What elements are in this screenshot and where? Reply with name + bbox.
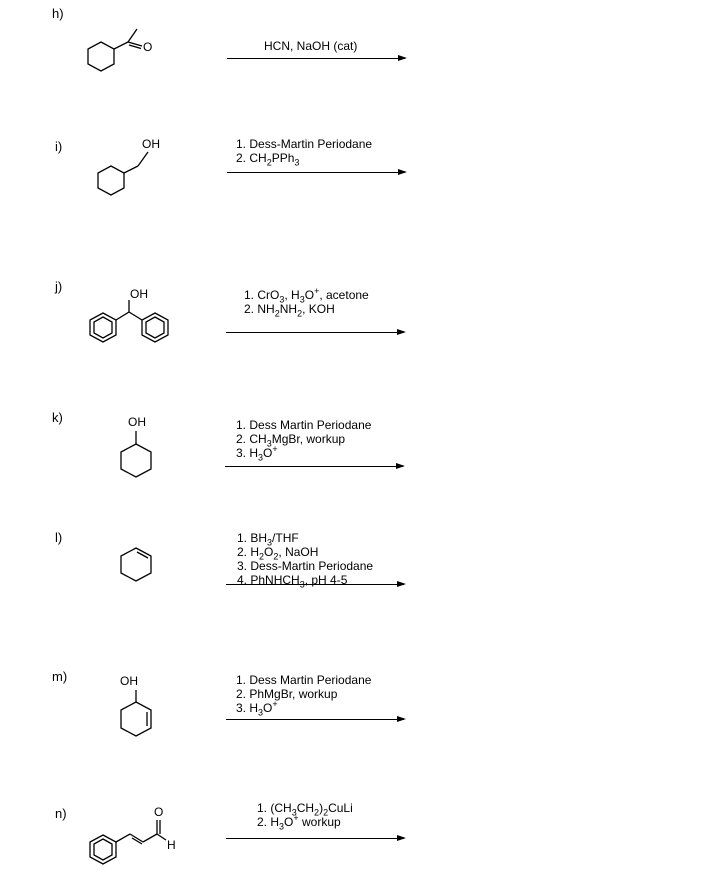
reagents-n [257, 801, 353, 832]
reaction-arrow-k [225, 466, 403, 467]
reagent-text: O [264, 545, 274, 559]
problem-label-m: m) [52, 669, 68, 684]
reagent-text: , H [284, 288, 300, 302]
reaction-arrow-n [226, 838, 404, 839]
reagent-text: NH [279, 302, 298, 316]
reagent-text: Dess Martin Periodane [249, 673, 372, 687]
reagent-text: + [272, 444, 278, 454]
atom-label-O: O [154, 805, 164, 819]
reagent-text: 3 [267, 537, 273, 548]
reagent-text: MgBr, workup [271, 432, 346, 446]
reagent-text: CH [249, 432, 267, 446]
atom-label-OH: OH [130, 287, 148, 301]
reagent-step-number: 1. [236, 673, 247, 687]
atom-label-OH: OH [120, 674, 138, 688]
reagent-step-number: 1. [237, 531, 248, 545]
reagent-line [236, 687, 371, 701]
reagent-line [237, 545, 373, 562]
reagent-step-number: 3. [236, 701, 247, 715]
reagent-text: HCN, NaOH (cat) [264, 39, 358, 53]
reagents-l [237, 531, 374, 590]
reagent-text: 3 [299, 579, 305, 590]
reagent-text: CrO [257, 288, 280, 302]
reagent-text: 2 [323, 807, 329, 818]
reagent-line [237, 559, 373, 573]
reagent-text: BH [250, 531, 268, 545]
molecule-k-cyclohexanol [110, 412, 170, 487]
molecule-j-diphenylmethanol [85, 283, 195, 358]
reagents-i [236, 137, 373, 168]
reagent-text: H [249, 701, 259, 715]
reagent-text: O [263, 701, 273, 715]
reagent-step-number: 2. [237, 545, 248, 559]
reagent-text: O [304, 288, 315, 302]
reagent-step-number: 2. [236, 151, 247, 165]
reagent-step-number: 2. [244, 302, 255, 316]
reagent-text: 3 [294, 157, 300, 168]
reagent-text: + [293, 813, 299, 823]
reagents-j [244, 286, 369, 319]
reagent-step-number: 2. [236, 432, 247, 446]
reagent-text: PPh [271, 151, 295, 165]
reagent-step-number: 3. [236, 446, 247, 460]
molecule-m-cyclohexenol [110, 672, 170, 747]
reagent-text: PhNHCH [250, 573, 300, 587]
molecule-l-cyclohexene [110, 540, 170, 590]
atom-label-O: O [143, 40, 153, 54]
reagent-text: , acetone [319, 288, 369, 302]
atom-label-OH: OH [128, 415, 146, 429]
problem-label-i: i) [55, 139, 63, 154]
reagent-text: workup [298, 815, 341, 829]
reaction-arrow-h [227, 58, 405, 59]
reagent-text: Dess-Martin Periodane [250, 559, 374, 573]
reagent-text: /THF [272, 531, 299, 545]
reagent-text: , NaOH [278, 545, 319, 559]
reagent-step-number: 1. [244, 288, 255, 302]
reaction-arrow-i [227, 172, 405, 173]
problem-label-j: j) [55, 279, 63, 294]
reagent-text: H [249, 446, 259, 460]
reagent-text: O [284, 815, 294, 829]
reagent-step-number: 1. [236, 137, 247, 151]
reagent-step-number: 1. [257, 801, 268, 815]
reagents-k [236, 418, 372, 463]
reagent-text: 3 [258, 452, 264, 463]
reagent-text: 3 [299, 294, 305, 305]
reagent-text: (CH [270, 801, 292, 815]
reagent-text: H [250, 545, 260, 559]
problem-label-l: l) [55, 530, 63, 545]
reagent-text: 2 [314, 807, 320, 818]
reagent-text: NH [257, 302, 275, 316]
reagent-line [236, 432, 371, 449]
reagent-text: , pH 4-5 [304, 573, 348, 587]
problem-label-k: k) [52, 410, 63, 425]
reagent-text: O [263, 446, 273, 460]
reagent-line [264, 39, 357, 53]
reagent-step-number: 2. [236, 687, 247, 701]
reagent-text: ) [319, 801, 324, 815]
reagent-text: Dess-Martin Periodane [249, 137, 373, 151]
reagent-line [236, 444, 371, 463]
reagent-text: 2 [274, 308, 280, 319]
reagent-line [244, 286, 369, 305]
reagent-text: PhMgBr, workup [249, 687, 338, 701]
reagent-text: CuLi [328, 801, 353, 815]
molecule-h-cyclohexyl-methyl-ketone [80, 18, 180, 88]
reagent-line [257, 813, 353, 832]
reagent-text: 3 [279, 821, 285, 832]
reagent-line [237, 531, 373, 548]
reagent-step-number: 1. [236, 418, 247, 432]
reagent-line [236, 699, 371, 718]
reagent-text: 2 [273, 551, 279, 562]
molecule-i-cyclohexylmethanol [90, 135, 180, 210]
reagent-text: 2 [259, 551, 265, 562]
reagent-step-number: 4. [237, 573, 248, 587]
reagent-text: 3 [291, 807, 297, 818]
reagent-line [244, 302, 369, 319]
molecule-n-cinnamaldehyde [85, 795, 205, 875]
reagent-line [257, 801, 353, 818]
reaction-arrow-j [226, 332, 404, 333]
atom-label-H: H [167, 838, 176, 852]
reagent-line [236, 151, 372, 168]
reagent-text: 2 [266, 157, 272, 168]
reagent-text: + [272, 699, 278, 709]
reagent-text: 3 [279, 294, 285, 305]
reaction-arrow-m [226, 719, 404, 720]
atom-label-OH: OH [142, 137, 160, 151]
reagent-text: CH [296, 801, 315, 815]
problem-label-h: h) [52, 6, 64, 21]
reagent-text: 3 [258, 707, 264, 718]
reagents-m [236, 673, 372, 718]
reagents-h [264, 39, 357, 53]
reagent-step-number: 3. [237, 559, 248, 573]
reagent-text: Dess Martin Periodane [249, 418, 372, 432]
reagent-line [236, 673, 371, 687]
reagent-step-number: 2. [257, 815, 268, 829]
reaction-arrow-l [226, 584, 404, 585]
reagent-text: , KOH [302, 302, 335, 316]
reagent-line [236, 137, 372, 151]
reagent-text: CH [249, 151, 267, 165]
problem-label-n: n) [55, 806, 67, 821]
reagent-text: 2 [297, 308, 303, 319]
reagent-text: 3 [266, 438, 272, 449]
reagent-line [236, 418, 371, 432]
reagent-text: + [314, 286, 320, 296]
reagent-text: H [270, 815, 280, 829]
